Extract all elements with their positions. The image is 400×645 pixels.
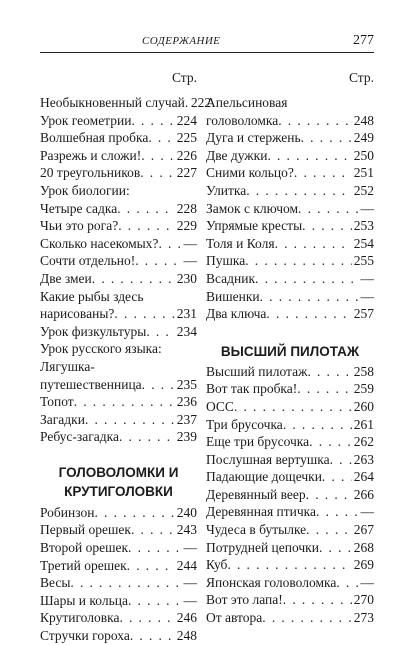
toc-entry-page: 254	[353, 235, 374, 251]
toc-entry-heading-line: Какие рыбы здесь	[40, 288, 144, 304]
toc-entry-page: 248	[353, 112, 374, 128]
toc-entry-title: Деревянный веер	[206, 486, 306, 502]
toc-entry	[40, 147, 197, 165]
toc-entry-title: Четыре садка	[40, 200, 118, 216]
dot-leader	[74, 393, 175, 411]
dot-leader	[142, 376, 175, 394]
toc-entry-row	[206, 468, 374, 486]
toc-entry-page: 262	[353, 434, 374, 450]
toc-entry-row	[206, 147, 374, 165]
toc-entry	[40, 323, 197, 341]
toc-entry-title: Толя и Коля	[206, 235, 275, 251]
toc-entry-row	[40, 574, 197, 592]
dot-leader	[275, 235, 352, 253]
dot-leader	[114, 305, 174, 323]
toc-entry-page: 266	[353, 486, 374, 502]
toc-entry-row	[206, 182, 374, 200]
toc-entry-page: 243	[176, 522, 197, 538]
dot-leader	[128, 592, 182, 610]
toc-entry-row	[40, 217, 197, 235]
toc-entry-row	[206, 200, 374, 218]
dot-leader	[309, 433, 352, 451]
toc-entry-title: Дуга и стержень	[206, 130, 301, 146]
toc-entry-page: —	[360, 270, 374, 286]
toc-entry-row	[40, 270, 197, 288]
toc-entry	[206, 556, 374, 574]
toc-entry-row	[206, 112, 374, 130]
toc-entry-title: Падающие дощечки	[206, 469, 322, 485]
toc-entry-row	[40, 504, 197, 522]
toc-entry	[40, 521, 197, 539]
toc-entry-page: 258	[353, 363, 374, 379]
toc-entry-page: 225	[176, 130, 197, 146]
toc-entry	[40, 592, 197, 610]
dot-leader	[255, 270, 358, 288]
toc-entry-title: Еще три брусочка	[206, 434, 310, 450]
toc-entry	[206, 235, 374, 253]
toc-entry-page: 228	[176, 200, 197, 216]
dot-leader	[283, 416, 352, 434]
toc-entry-page: 249	[353, 130, 374, 146]
toc-entry-page: 231	[176, 306, 197, 322]
toc-entry-page: 250	[353, 147, 374, 163]
toc-entry-page: —	[183, 592, 197, 608]
toc-entry	[206, 164, 374, 182]
toc-entry-page: 239	[176, 429, 197, 445]
toc-right-column	[206, 68, 374, 627]
toc-entry-title: Крутиголовка	[40, 610, 120, 626]
toc-entry	[206, 380, 374, 398]
toc-entry-row	[206, 235, 374, 253]
toc-entry-row	[40, 200, 197, 218]
page-column-label: Стр.	[171, 70, 197, 85]
toc-entry-title: Вот это лапа!	[206, 592, 283, 608]
toc-entry-page: 234	[176, 323, 197, 339]
toc-entry	[206, 363, 374, 381]
toc-entry	[40, 252, 197, 270]
page-number: 277	[353, 33, 374, 48]
dot-leader	[128, 539, 181, 557]
dot-leader	[336, 574, 358, 592]
toc-entry-title: Пушка	[206, 253, 246, 269]
toc-entry	[40, 574, 197, 592]
toc-entry-title: Топот	[40, 394, 74, 410]
toc-entry-title: Сколько насекомых?	[40, 235, 159, 251]
toc-entry-title: Два ключа	[206, 306, 267, 322]
toc-list-left-1	[40, 94, 212, 446]
toc-entry	[40, 112, 197, 130]
toc-entry	[206, 486, 374, 504]
toc-entry-page: —	[183, 575, 197, 591]
dot-leader	[148, 129, 174, 147]
dot-leader	[135, 252, 181, 270]
toc-entry-row	[206, 270, 374, 288]
toc-entry-page: 244	[176, 557, 197, 573]
toc-entry-row	[206, 521, 374, 539]
header-rule	[40, 52, 374, 53]
toc-entry-page: —	[183, 253, 197, 269]
page-column-label: Стр.	[348, 70, 374, 85]
toc-entry	[40, 557, 197, 575]
toc-entry-title: Ребус-загадка	[40, 429, 119, 445]
toc-entry-page: 236	[176, 394, 197, 410]
toc-entry-row	[40, 627, 197, 645]
toc-entry-title: Чудеса в бутылке	[206, 522, 307, 538]
toc-entry-page: 264	[353, 469, 374, 485]
dot-leader	[119, 428, 175, 446]
toc-entry-row	[206, 574, 374, 592]
dot-leader	[301, 129, 352, 147]
toc-entry-row	[40, 164, 197, 182]
dot-leader	[306, 521, 352, 539]
dot-leader	[92, 270, 175, 288]
toc-entry-row	[206, 288, 374, 306]
toc-entry	[40, 270, 197, 288]
toc-entry-row	[40, 305, 197, 323]
dot-leader	[283, 591, 352, 609]
toc-entry-title: ОСС	[206, 398, 234, 414]
toc-entry	[40, 340, 197, 393]
toc-entry	[40, 217, 197, 235]
toc-entry-title: Деревянная птичка	[206, 504, 317, 520]
dot-leader	[130, 627, 175, 645]
toc-entry-title: Первый орешек	[40, 522, 131, 538]
toc-entry-title: Три брусочка	[206, 416, 283, 432]
toc-entry-title: Послушная вертушка	[206, 451, 330, 467]
toc-entry-title: Загадки	[40, 411, 85, 427]
toc-entry-row	[206, 503, 374, 521]
toc-entry-title: Робинзон	[40, 504, 95, 520]
toc-entry	[206, 539, 374, 557]
toc-left-column	[40, 68, 212, 645]
toc-entry-row	[206, 556, 374, 574]
toc-entry-page: —	[360, 200, 374, 216]
dot-leader	[262, 609, 351, 627]
dot-leader	[127, 557, 175, 575]
toc-entry-row	[40, 252, 197, 270]
toc-entry-page: 261	[353, 416, 374, 432]
toc-entry	[40, 129, 197, 147]
toc-entry-heading-line: Урок биологии:	[40, 182, 130, 198]
toc-entry-row	[206, 591, 374, 609]
toc-entry	[206, 94, 374, 129]
toc-entry	[40, 627, 197, 645]
toc-entry-title: Второй орешек	[40, 540, 129, 556]
toc-entry-row	[40, 376, 197, 394]
dot-leader	[140, 164, 175, 182]
toc-entry	[40, 411, 197, 429]
dot-leader	[94, 504, 174, 522]
toc-entry-row	[206, 433, 374, 451]
toc-entry-title: Необыкновенный случай	[40, 95, 185, 110]
toc-entry-row	[40, 129, 197, 147]
dot-leader	[322, 468, 352, 486]
toc-entry	[206, 129, 374, 147]
toc-entry	[206, 416, 374, 434]
toc-entry-title: 20 треугольников	[40, 165, 141, 181]
dot-leader	[306, 486, 352, 504]
toc-entry-page: 229	[176, 218, 197, 234]
toc-entry-title: нарисованы?	[40, 306, 115, 322]
toc-entry-row	[206, 398, 374, 416]
toc-entry-page: 253	[353, 218, 374, 234]
toc-entry-title: Замок с ключом	[206, 200, 299, 216]
toc-entry-row	[40, 539, 197, 557]
toc-entry-row	[40, 592, 197, 610]
toc-entry	[206, 398, 374, 416]
dot-leader	[70, 574, 181, 592]
toc-entry-page: 230	[176, 270, 197, 286]
toc-entry-page: 260	[353, 398, 374, 414]
toc-entry	[206, 147, 374, 165]
toc-entry-row	[206, 416, 374, 434]
header-title: СОДЕРЖАНИЕ	[142, 35, 221, 47]
dot-leader	[302, 217, 352, 235]
toc-entry-page: 255	[353, 253, 374, 269]
toc-entry-page: 224	[176, 112, 197, 128]
dot-leader	[85, 411, 175, 429]
toc-entry-page: 235	[176, 376, 197, 392]
toc-entry-title: Две змеи	[40, 270, 92, 286]
dot-leader	[158, 235, 181, 253]
toc-entry-title: Упрямые кресты	[206, 218, 303, 234]
toc-entry-page: 273	[353, 610, 374, 626]
toc-entry-title: головоломка	[206, 112, 279, 128]
running-header	[40, 33, 374, 53]
dot-leader	[319, 539, 352, 557]
toc-entry-heading-line: Апельсиновая	[206, 95, 288, 110]
dot-leader	[267, 147, 351, 165]
toc-entry	[206, 433, 374, 451]
toc-entry	[206, 270, 374, 288]
dot-leader	[316, 503, 358, 521]
dot-leader	[234, 398, 352, 416]
toc-entry	[40, 182, 197, 217]
toc-entry-title: Урок геометрии	[40, 112, 132, 128]
toc-entry-row	[206, 539, 374, 557]
toc-entry-row	[40, 94, 212, 112]
toc-entry-title: Чьи это рога?	[40, 218, 119, 234]
toc-entry-row	[206, 164, 374, 182]
toc-entry	[206, 252, 374, 270]
toc-entry-title: Весы	[40, 575, 71, 591]
toc-entry	[206, 451, 374, 469]
toc-entry-page: 227	[176, 165, 197, 181]
toc-entry-title: От автора	[206, 610, 263, 626]
toc-entry-title: Третий орешек	[40, 557, 127, 573]
toc-entry-title: Улитка	[206, 182, 247, 198]
toc-entry-title: Разрежь и сложи!	[40, 147, 142, 163]
toc-entry-title: Вишенки	[206, 288, 260, 304]
toc-entry-title: Сними кольцо?	[206, 165, 294, 181]
toc-entry-page: 257	[353, 306, 374, 322]
toc-entry	[40, 609, 197, 627]
toc-entry-page: 240	[176, 504, 197, 520]
toc-entry-row	[40, 147, 197, 165]
dot-leader	[119, 609, 174, 627]
toc-entry-row	[206, 486, 374, 504]
toc-entry-row	[206, 380, 374, 398]
toc-entry	[40, 288, 197, 323]
toc-entry	[206, 217, 374, 235]
dot-leader	[260, 288, 359, 306]
toc-entry-page: 267	[353, 522, 374, 538]
toc-entry	[40, 393, 197, 411]
toc-entry-row	[206, 363, 374, 381]
toc-entry-title: Шары и кольца	[40, 592, 128, 608]
toc-entry-row	[206, 451, 374, 469]
toc-entry-title: Японская головоломка	[206, 574, 337, 590]
toc-list-right-2	[206, 363, 374, 627]
dot-leader	[307, 363, 351, 381]
toc-entry-title: Две дужки	[206, 147, 268, 163]
dot-leader	[298, 200, 358, 218]
toc-entry	[206, 503, 374, 521]
toc-list-left-2	[40, 504, 197, 645]
toc-entry-row	[40, 235, 197, 253]
toc-entry-row	[206, 252, 374, 270]
toc-entry	[206, 468, 374, 486]
toc-entry	[206, 591, 374, 609]
toc-entry	[206, 574, 374, 592]
toc-entry-row	[40, 411, 197, 429]
toc-entry	[206, 182, 374, 200]
toc-entry-title: Высший пилотаж	[206, 363, 308, 379]
toc-entry-page: 237	[176, 411, 197, 427]
toc-entry-row	[206, 217, 374, 235]
dot-leader	[330, 451, 352, 469]
toc-entry	[40, 235, 197, 253]
toc-entry-row	[206, 609, 374, 627]
dot-leader	[297, 380, 351, 398]
toc-entry-page: 251	[353, 165, 374, 181]
toc-entry-row	[40, 521, 197, 539]
toc-entry-page: —	[360, 574, 374, 590]
toc-entry-row	[40, 428, 197, 446]
toc-entry	[40, 94, 212, 112]
toc-entry-row	[40, 393, 197, 411]
toc-entry-heading-line: Лягушка-	[40, 358, 95, 374]
toc-entry	[40, 539, 197, 557]
toc-entry-row	[40, 323, 197, 341]
toc-entry-row	[40, 112, 197, 130]
toc-entry	[206, 200, 374, 218]
toc-entry-row	[40, 609, 197, 627]
toc-entry-page: 222	[190, 95, 212, 110]
dot-leader	[246, 182, 352, 200]
toc-entry	[206, 305, 374, 323]
toc-entry-page: 268	[353, 539, 374, 555]
dot-leader	[266, 305, 351, 323]
toc-entry-title: Волшебная пробка	[40, 130, 149, 146]
dot-leader	[131, 521, 175, 539]
toc-list-right-1	[206, 94, 374, 323]
toc-entry	[40, 428, 197, 446]
toc-entry	[206, 288, 374, 306]
toc-entry	[206, 609, 374, 627]
toc-entry	[40, 504, 197, 522]
dot-leader	[245, 252, 352, 270]
dot-leader	[294, 164, 352, 182]
toc-entry-row	[40, 557, 197, 575]
toc-entry-title: путешественница	[40, 376, 142, 392]
dot-leader	[118, 217, 175, 235]
toc-entry-page: 226	[176, 147, 197, 163]
section-title: ГОЛОВОЛОМКИ И КРУТИГОЛОВКИ	[58, 464, 179, 499]
toc-entry	[206, 521, 374, 539]
toc-entry-row	[206, 305, 374, 323]
toc-entry-title: Вот так пробка!	[206, 381, 298, 397]
toc-entry-page: —	[183, 235, 197, 251]
dot-leader	[227, 556, 351, 574]
dot-leader	[131, 112, 174, 130]
toc-entry-page: —	[360, 504, 374, 520]
section-title: ВЫСШИЙ ПИЛОТАЖ	[220, 343, 360, 359]
toc-entry-page: 252	[353, 182, 374, 198]
dot-leader	[141, 147, 175, 165]
toc-entry-page: 248	[176, 628, 197, 644]
toc-entry-row	[206, 129, 374, 147]
toc-entry-page: 269	[353, 557, 374, 573]
toc-entry-title: Стручки гороха	[40, 628, 130, 644]
toc-entry	[40, 164, 197, 182]
toc-entry-heading-line: Урок русского языка:	[40, 341, 162, 357]
toc-entry-title: Всадник	[206, 270, 256, 286]
toc-entry-page: —	[183, 540, 197, 556]
toc-entry-page: 246	[176, 610, 197, 626]
toc-entry-title: Урок физкультуры	[40, 323, 147, 339]
toc-entry-page: —	[360, 288, 374, 304]
toc-entry-title: Потрудней цепочки	[206, 539, 319, 555]
toc-entry-title: Сочти отдельно!	[40, 253, 136, 269]
dot-leader	[146, 323, 174, 341]
dot-leader	[278, 112, 352, 130]
toc-entry-title: Куб	[206, 557, 228, 573]
toc-entry-page: 263	[353, 451, 374, 467]
toc-entry-page: 259	[353, 381, 374, 397]
toc-entry-page: 270	[353, 592, 374, 608]
dot-leader	[117, 200, 175, 218]
